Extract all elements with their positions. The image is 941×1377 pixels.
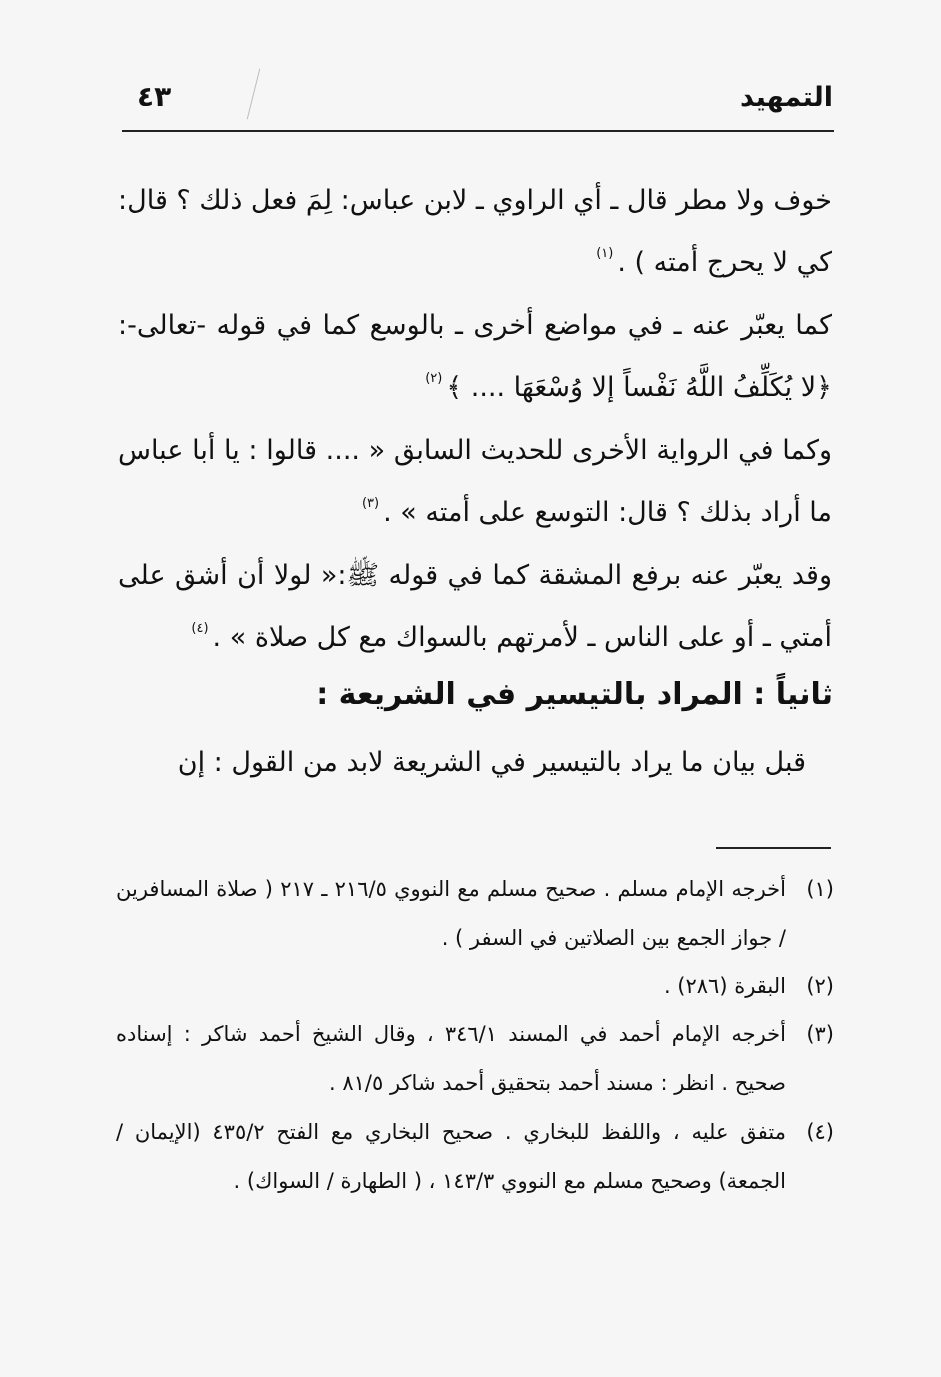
header-divider (122, 130, 834, 132)
page-number: ٤٣ (137, 80, 172, 113)
footnote-text: أخرجه الإمام مسلم . صحيح مسلم مع النووي ٢١٦/٥ ـ ٢١٧ ( صلاة المسافرين / جواز الجمع بين الصلاتين في السفر ) . (116, 877, 786, 950)
footnote-2 (116, 962, 834, 1011)
footnote-number: (٣) (806, 1022, 834, 1046)
paragraph-text: خوف ولا مطر قال ـ أي الراوي ـ لابن عباس: لِمَ فعل ذلك ؟ قال: كي لا يحرج أمته ) . (118, 185, 832, 278)
intro-line (118, 732, 832, 794)
footnote-ref: (١) (596, 246, 614, 261)
footnote-4 (116, 1108, 834, 1206)
paragraph-3 (118, 420, 832, 544)
footnote-ref: (٤) (191, 621, 209, 636)
footnote-number: (١) (806, 877, 834, 901)
footnote-divider (716, 847, 831, 849)
footnote-1 (116, 865, 834, 963)
paragraph-4 (118, 545, 832, 669)
paragraph-1 (118, 170, 832, 294)
footnote-number: (٢) (806, 974, 834, 998)
scan-mark (247, 69, 261, 120)
footnote-text: البقرة (٢٨٦) . (663, 974, 786, 998)
paragraph-text: وقد يعبّر عنه برفع المشقة كما في قوله ﷺ:« لولا أن أشق على أمتي ـ أو على الناس ـ لأمرتهم بالسواك مع كل صلاة » . (118, 560, 832, 653)
footnote-ref: (٢) (425, 371, 443, 386)
paragraph-text: كما يعبّر عنه ـ في مواضع أخرى ـ بالوسع كما في قوله -تعالى-: ﴿لا يُكَلِّفُ اللَّهُ نَفْساً إلا وُسْعَهَا .... ﴾ (118, 310, 832, 403)
footnote-text: أخرجه الإمام أحمد في المسند ٣٤٦/١ ، وقال الشيخ أحمد شاكر : إسناده صحيح . انظر : مسند أحمد بتحقيق أحمد شاكر ٨١/٥ . (116, 1022, 787, 1095)
section-heading: ثانياً : المراد بالتيسير في الشريعة : (316, 677, 833, 712)
running-header-title: التمهيد (740, 82, 833, 113)
footnote-ref: (٣) (361, 496, 380, 511)
footnote-number: (٤) (806, 1120, 834, 1144)
footnote-3 (116, 1010, 834, 1108)
paragraph-text: قبل بيان ما يراد بالتيسير في الشريعة لابد من القول : إن (177, 747, 806, 778)
paragraph-2 (118, 295, 832, 419)
paragraph-text: وكما في الرواية الأخرى للحديث السابق « .... قالوا : يا أبا عباس ما أراد بذلك ؟ قال: التوسع على أمته » . (118, 435, 832, 528)
footnote-text: متفق عليه ، واللفظ للبخاري . صحيح البخاري مع الفتح ٤٣٥/٢ (الإيمان / الجمعة) وصحيح مسلم مع النووي ١٤٣/٣ ، ( الطهارة / السواك) . (116, 1120, 786, 1193)
